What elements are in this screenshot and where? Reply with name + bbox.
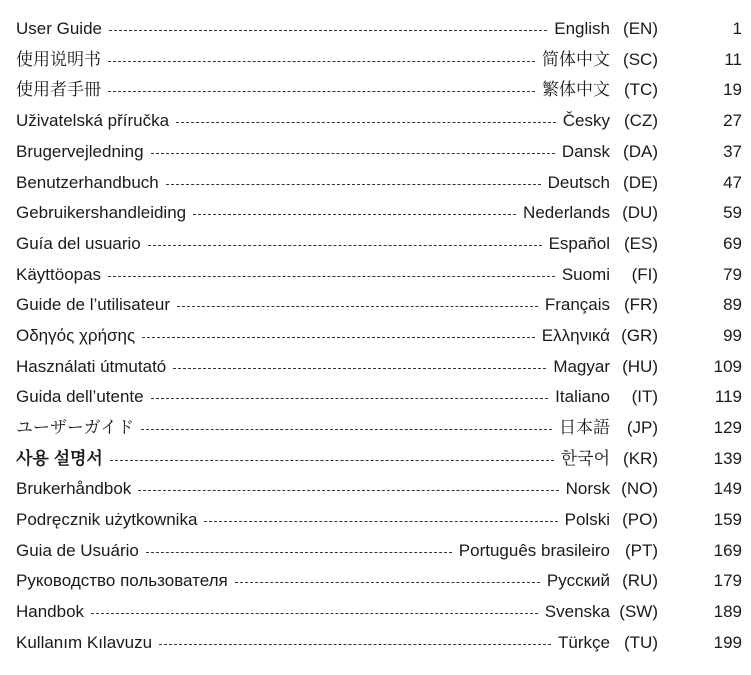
entry-language: Norsk <box>565 479 610 498</box>
entry-language: Česky <box>562 111 610 130</box>
entry-language: English <box>554 19 610 38</box>
toc-row-de[interactable] <box>16 171 742 195</box>
toc-row-it[interactable] <box>16 385 742 409</box>
entry-language-code: (ES) <box>624 234 658 253</box>
entry-page-number: 59 <box>723 203 742 222</box>
entry-language-code: (SW) <box>619 602 658 621</box>
entry-page-number: 109 <box>713 357 742 376</box>
entry-title: Brukerhåndbok <box>16 479 132 498</box>
entry-title: Руководство пользователя <box>16 571 228 590</box>
entry-language-code: (FI) <box>631 265 658 284</box>
toc-row-jp[interactable] <box>16 416 742 440</box>
toc-row-du[interactable] <box>16 201 742 225</box>
entry-language: 日本語 <box>559 418 610 437</box>
entry-language-code: (NO) <box>621 479 658 498</box>
entry-page-number: 27 <box>723 111 742 130</box>
entry-page-number: 99 <box>723 326 742 345</box>
entry-title: Käyttöopas <box>16 265 102 284</box>
toc-row-fi[interactable] <box>16 263 742 287</box>
dot-leader <box>148 245 542 246</box>
entry-language: Español <box>548 234 610 253</box>
entry-language: Türkçe <box>558 633 610 652</box>
entry-language: Ελληνικά <box>541 326 610 345</box>
dot-leader <box>146 552 452 553</box>
toc-row-en[interactable] <box>16 17 742 41</box>
entry-language-code: (TU) <box>624 633 658 652</box>
entry-page-number: 149 <box>713 479 742 498</box>
dot-leader <box>166 184 541 185</box>
dot-leader <box>142 337 535 338</box>
entry-title: 使用者手冊 <box>16 80 101 99</box>
entry-language-code: (SC) <box>623 50 658 69</box>
entry-language: Magyar <box>553 357 610 376</box>
entry-title: Benutzerhandbuch <box>16 173 159 192</box>
entry-language-code: (JP) <box>626 418 658 437</box>
entry-title: Guide de l’utilisateur <box>16 295 171 314</box>
entry-language: Nederlands <box>523 203 610 222</box>
dot-leader <box>235 582 540 583</box>
dot-leader <box>91 613 538 614</box>
entry-language: 简体中文 <box>542 50 610 69</box>
entry-title: 使用说明书 <box>16 50 101 69</box>
entry-page-number: 179 <box>713 571 742 590</box>
toc-row-fr[interactable] <box>16 293 742 317</box>
entry-language-code: (RU) <box>622 571 658 590</box>
dot-leader <box>108 276 555 277</box>
entry-page-number: 199 <box>713 633 742 652</box>
entry-title: User Guide <box>16 19 102 38</box>
entry-language-code: (KR) <box>623 449 658 468</box>
toc-row-ru[interactable] <box>16 569 742 593</box>
entry-language-code: (TC) <box>624 80 658 99</box>
toc-row-hu[interactable] <box>16 355 742 379</box>
entry-title: Gebruikershandleiding <box>16 203 187 222</box>
entry-title: Guia de Usuário <box>16 541 139 560</box>
dot-leader <box>141 429 552 430</box>
toc-row-kr[interactable] <box>16 447 742 471</box>
entry-language: Русский <box>546 571 610 590</box>
entry-page-number: 159 <box>713 510 742 529</box>
entry-title: Handbok <box>16 602 85 621</box>
dot-leader <box>108 61 535 62</box>
entry-page-number: 37 <box>723 142 742 161</box>
dot-leader <box>110 460 554 461</box>
entry-title: Használati útmutató <box>16 357 167 376</box>
toc-row-po[interactable] <box>16 508 742 532</box>
dot-leader <box>193 214 516 215</box>
entry-language-code: (DE) <box>623 173 658 192</box>
dot-leader <box>176 122 556 123</box>
entry-language: 繁体中文 <box>542 80 610 99</box>
toc-row-tu[interactable] <box>16 631 742 655</box>
dot-leader <box>159 644 551 645</box>
dot-leader <box>108 91 535 92</box>
dot-leader <box>138 490 558 491</box>
entry-page-number: 79 <box>723 265 742 284</box>
entry-language-code: (GR) <box>621 326 658 345</box>
entry-language-code: (PO) <box>622 510 658 529</box>
toc-row-gr[interactable] <box>16 324 742 348</box>
entry-page-number: 119 <box>714 387 742 406</box>
entry-language-code: (DU) <box>622 203 658 222</box>
toc-row-cz[interactable] <box>16 109 742 133</box>
entry-title: Guía del usuario <box>16 234 141 253</box>
entry-language: Polski <box>564 510 610 529</box>
entry-title: Guida dell’utente <box>16 387 144 406</box>
entry-language: Deutsch <box>547 173 610 192</box>
entry-title: Kullanım Kılavuzu <box>16 633 153 652</box>
entry-page-number: 1 <box>732 19 742 38</box>
entry-page-number: 129 <box>713 418 742 437</box>
entry-language: Dansk <box>561 142 610 161</box>
entry-language: Italiano <box>555 387 610 406</box>
dot-leader <box>151 398 549 399</box>
entry-page-number: 11 <box>724 50 742 69</box>
entry-page-number: 19 <box>723 80 742 99</box>
entry-title: 사용 설명서 <box>16 449 103 468</box>
entry-language-code: (PT) <box>624 541 658 560</box>
entry-page-number: 47 <box>723 173 742 192</box>
entry-page-number: 189 <box>713 602 742 621</box>
entry-language-code: (IT) <box>631 387 658 406</box>
toc-row-es[interactable] <box>16 232 742 256</box>
entry-page-number: 139 <box>713 449 742 468</box>
entry-page-number: 89 <box>723 295 742 314</box>
entry-language: Svenska <box>544 602 610 621</box>
entry-language: 한국어 <box>560 449 610 468</box>
entry-language-code: (HU) <box>622 357 658 376</box>
dot-leader <box>109 30 547 31</box>
entry-page-number: 169 <box>713 541 742 560</box>
entry-language-code: (DA) <box>623 142 658 161</box>
dot-leader <box>177 306 538 307</box>
toc-row-sw[interactable] <box>16 600 742 624</box>
entry-title: Uživatelská příručka <box>16 111 170 130</box>
entry-language: Português brasileiro <box>458 541 610 560</box>
toc-row-tc[interactable] <box>16 78 742 102</box>
toc-row-pt[interactable] <box>16 539 742 563</box>
entry-title: Brugervejledning <box>16 142 144 161</box>
entry-title: ユーザーガイド <box>16 418 135 437</box>
entry-page-number: 69 <box>723 234 742 253</box>
toc-row-no[interactable] <box>16 477 742 501</box>
entry-language-code: (CZ) <box>624 111 658 130</box>
dot-leader <box>173 368 546 369</box>
entry-title: Οδηγός χρήσης <box>16 326 136 345</box>
entry-title: Podręcznik użytkownika <box>16 510 198 529</box>
dot-leader <box>204 521 557 522</box>
toc-row-sc[interactable] <box>16 48 742 72</box>
entry-language-code: (EN) <box>623 19 658 38</box>
entry-language: Français <box>544 295 610 314</box>
entry-language-code: (FR) <box>624 295 658 314</box>
dot-leader <box>151 153 555 154</box>
toc-row-da[interactable] <box>16 140 742 164</box>
entry-language: Suomi <box>561 265 610 284</box>
